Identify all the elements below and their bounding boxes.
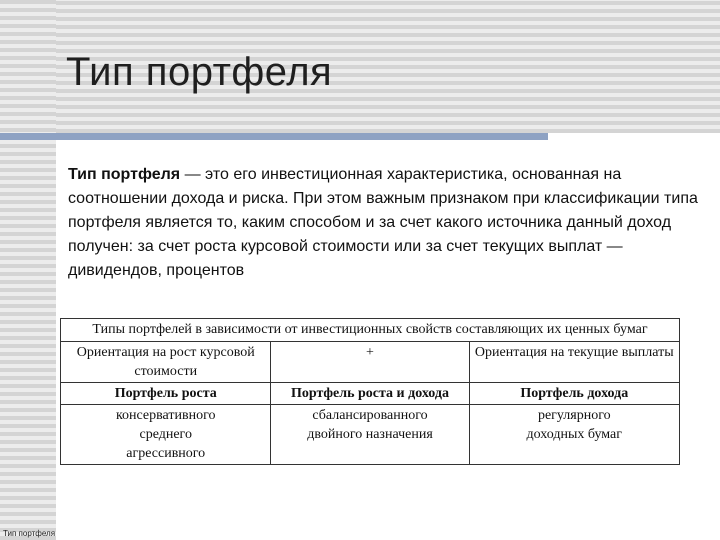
definition-paragraph <box>68 163 708 283</box>
table-header-row <box>61 319 680 342</box>
subtypes-growth-income: сбалансированного двойного назначения <box>271 405 469 465</box>
subtypes-row <box>61 405 680 465</box>
subtypes-growth: консервативного среднего агрессивного <box>61 405 271 465</box>
definition-term: Тип портфеля <box>68 166 181 183</box>
orientation-growth: Ориентация на рост курсовой стоимости <box>61 342 271 383</box>
type-income: Портфель дохода <box>469 383 679 405</box>
definition-text: — это его инвестиционная характеристика, основанная на соотношении дохода и риска. При этом важным признаком при классификации типа портфеля является то, каким способом и за счет какого источника данный доход получен: за счет роста курсовой стоимости или за счет текущих выплат — дивидендов, процентов <box>68 166 698 279</box>
orientation-plus: + <box>271 342 469 383</box>
slide-title: Тип портфеля <box>66 50 333 94</box>
table-header: Типы портфелей в зависимости от инвестиционных свойств составляющих их ценных бумаг <box>61 319 680 342</box>
types-row <box>61 383 680 405</box>
subtypes-income: регулярного доходных бумаг <box>469 405 679 465</box>
type-growth: Портфель роста <box>61 383 271 405</box>
orientation-row <box>61 342 680 383</box>
slide-footer: Тип портфеля <box>3 529 56 538</box>
orientation-income: Ориентация на текущие выплаты <box>469 342 679 383</box>
type-growth-income: Портфель роста и дохода <box>271 383 469 405</box>
title-underline <box>0 133 548 140</box>
side-stripes <box>0 0 56 540</box>
portfolio-types-table <box>60 318 680 465</box>
